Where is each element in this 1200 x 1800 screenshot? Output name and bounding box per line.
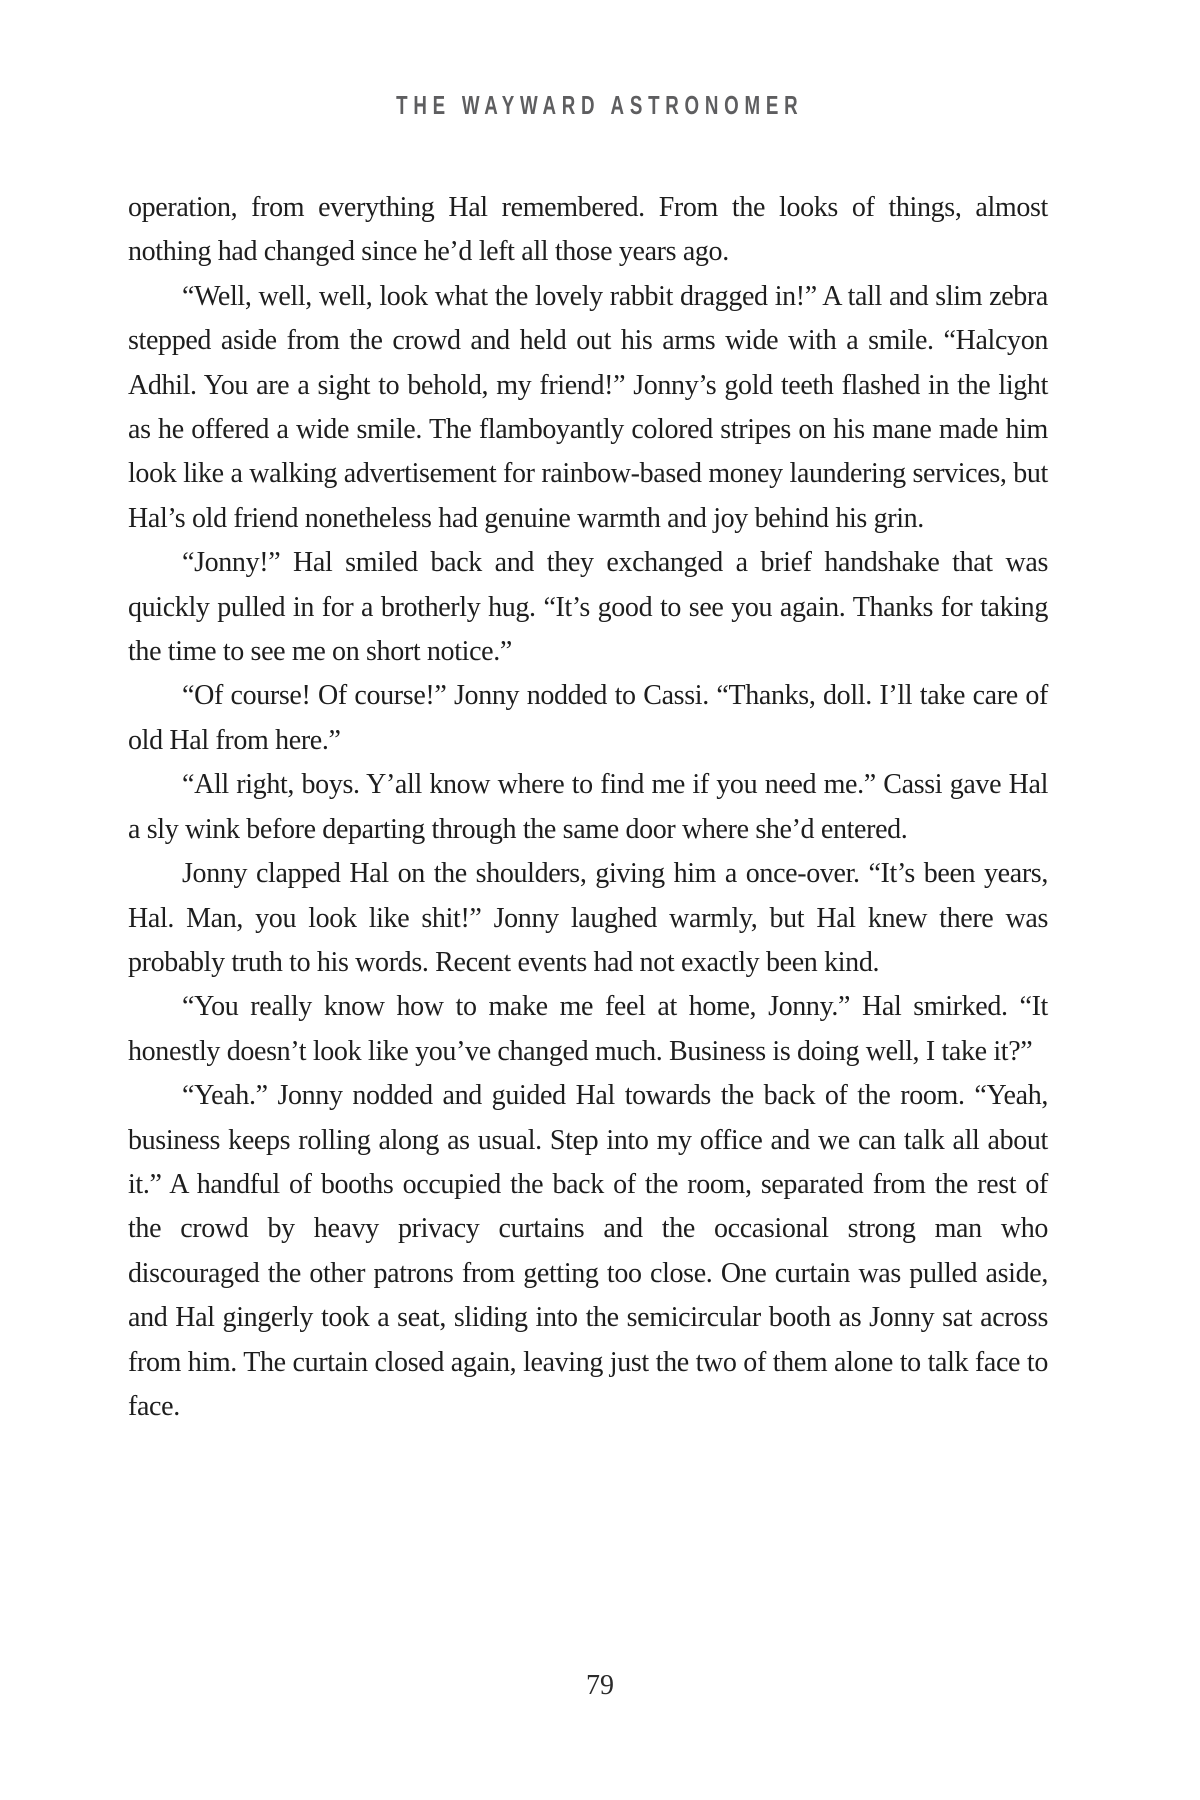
body-text-block [128,186,1048,1429]
page-number: 79 [586,1670,614,1701]
body-paragraph: “All right, boys. Y’all know where to find me if you need me.” Cassi gave Hal a sly wink before departing through the same door where she’d entered. [128,769,1048,845]
body-paragraph: “Jonny!” Hal smiled back and they exchanged a brief handshake that was quickly pulled in for a brotherly hug. “It’s good to see you again. Thanks for taking the time to see me on short notice.” [128,547,1048,668]
body-paragraph: “Of course! Of course!” Jonny nodded to Cassi. “Thanks, doll. I’ll take care of old Hal from here.” [128,680,1048,756]
body-paragraph: “You really know how to make me feel at home, Jonny.” Hal smirked. “It honestly doesn’t look like you’ve changed much. Business is doing well, I take it?” [128,991,1048,1067]
body-paragraph: operation, from everything Hal remembered. From the looks of things, almost nothing had changed since he’d left all those years ago. [128,192,1048,268]
running-header [0,90,1200,121]
running-header-title: THE WAYWARD ASTRONOMER [396,90,804,120]
body-paragraph: “Well, well, well, look what the lovely rabbit dragged in!” A tall and slim zebra stepped aside from the crowd and held out his arms wide with a smile. “Halcyon Adhil. You are a sight to behold, my friend!” Jonny’s gold teeth flashed in the light as he offered a wide smile. The flamboyantly colored stripes on his mane made him look like a walking advertisement for rainbow-based money laundering services, but Hal’s old friend nonetheless had genuine warmth and joy behind his grin. [128,280,1048,534]
body-paragraph: “Yeah.” Jonny nodded and guided Hal towards the back of the room. “Yeah, business keeps rolling along as usual. Step into my office and we can talk all about it.” A handful of booths occupied the back of the room, separated from the rest of the crowd by heavy privacy curtains and the occasional strong man who discouraged the other patrons from getting too close. One curtain was pulled aside, and Hal gingerly took a seat, sliding into the semicircular booth as Jonny sat across from him. The curtain closed again, leaving just the two of them alone to talk face to face. [128,1080,1048,1422]
body-paragraph: Jonny clapped Hal on the shoulders, giving him a once-over. “It’s been years, Hal. Man, you look like shit!” Jonny laughed warmly, but Hal knew there was probably truth to his words. Recent events had not exactly been kind. [128,858,1048,978]
